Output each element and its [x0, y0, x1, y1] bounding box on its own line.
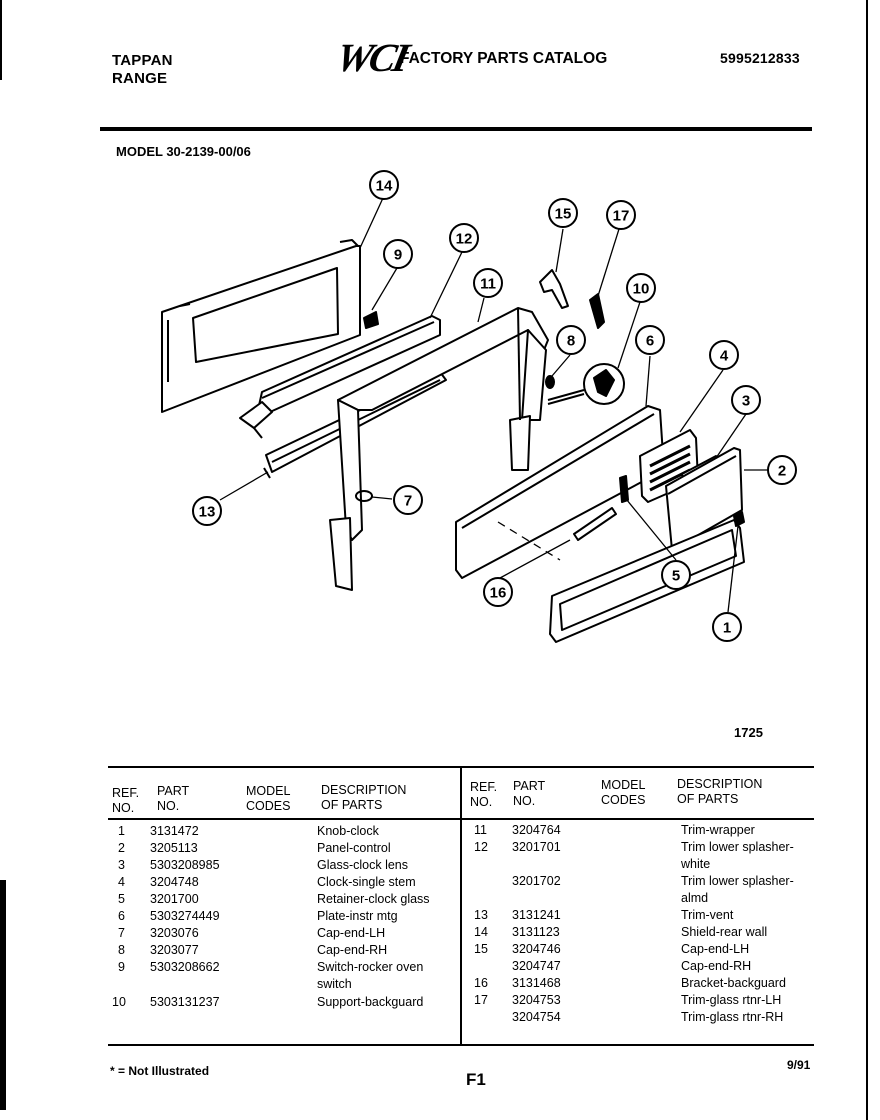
desc-cell: white	[681, 857, 711, 871]
header-desc-label-2r: OF PARTS	[677, 792, 739, 806]
part-cell: 5303208985	[150, 858, 220, 872]
header-codes-label-2r: CODES	[601, 793, 646, 807]
part-cell: 3131123	[512, 925, 560, 939]
desc-cell: Cap-end-LH	[681, 942, 750, 956]
header-desc-right	[677, 777, 762, 807]
ref-cell: 2	[118, 841, 125, 855]
desc-cell: Retainer-clock glass	[317, 892, 430, 906]
ref-cell: 13	[474, 908, 488, 922]
part-cell: 3203076	[150, 926, 199, 940]
part-rocker-switch	[364, 312, 378, 328]
header-part-label-1r: PART	[513, 779, 546, 793]
callout-label-7: 7	[403, 492, 413, 510]
table-row	[0, 857, 860, 874]
part-retainer-clock-glass	[620, 476, 628, 502]
callout-label-13: 13	[198, 503, 216, 521]
header-codes-label-2: CODES	[246, 799, 291, 813]
callout-label-10: 10	[632, 280, 650, 298]
header-codes-label-1: MODEL	[246, 784, 291, 798]
part-cell: 3201700	[150, 892, 199, 906]
desc-cell: Trim-glass rtnr-LH	[681, 993, 782, 1007]
header-part-right	[513, 779, 545, 809]
desc-cell: Cap-end-RH	[681, 959, 752, 973]
figure-number: 1725	[734, 725, 763, 740]
part-cell: 3204754	[512, 1010, 561, 1024]
header-part-left	[157, 784, 189, 814]
desc-cell: Panel-control	[317, 841, 391, 855]
model-number: MODEL 30-2139-00/06	[116, 144, 251, 159]
catalog-number: 5995212833	[720, 50, 800, 66]
wci-logo: WCI	[332, 35, 411, 80]
callout-label-6: 6	[645, 332, 655, 350]
ref-cell: 3	[118, 858, 125, 872]
ref-cell: 16	[474, 976, 488, 990]
part-cell: 3205113	[150, 841, 198, 855]
desc-cell: Cap-end-LH	[317, 926, 386, 940]
table-row	[0, 891, 860, 908]
callout-label-4: 4	[719, 347, 729, 365]
part-cell: 3204764	[512, 823, 561, 837]
part-cell: 3201701	[512, 840, 561, 854]
ref-cell: 1	[118, 824, 125, 838]
callout-label-12: 12	[455, 230, 473, 248]
desc-cell: switch	[317, 977, 352, 991]
desc-cell: Bracket-backguard	[681, 976, 786, 990]
callout-label-16: 16	[489, 584, 507, 602]
callout-label-5: 5	[671, 567, 681, 585]
brand-line-1: TAPPAN	[112, 52, 173, 69]
callout-label-9: 9	[393, 246, 403, 264]
part-cell: 3204747	[512, 959, 561, 973]
header-ref-label-1: REF.	[112, 786, 140, 800]
brand-line-2: RANGE	[112, 70, 168, 87]
header-ref-right	[470, 780, 497, 810]
part-cell: 3201702	[512, 874, 561, 888]
ref-cell: 14	[474, 925, 488, 939]
header-ref-label-2: NO.	[112, 801, 135, 815]
desc-cell: Shield-rear wall	[681, 925, 768, 939]
callout-label-11: 11	[480, 275, 496, 293]
part-cell: 5303131237	[150, 995, 220, 1009]
part-cell: 5303274449	[150, 909, 220, 923]
table-row	[0, 993, 860, 1010]
page-code: F1	[466, 1070, 486, 1089]
header-codes-right	[601, 778, 645, 808]
desc-cell: Glass-clock lens	[317, 858, 408, 872]
header-desc-label-1: DESCRIPTION	[321, 783, 407, 797]
header-part-label-1: PART	[157, 784, 190, 798]
part-cell: 3131472	[150, 824, 199, 838]
part-cell: 3204753	[512, 993, 561, 1007]
header-ref-label-2r: NO.	[470, 795, 493, 809]
table-row	[0, 908, 860, 925]
table-bottom-rule	[108, 1044, 814, 1046]
desc-cell: Switch-rocker oven	[317, 960, 424, 974]
header-codes-label-1r: MODEL	[601, 778, 646, 792]
desc-cell: Clock-single stem	[317, 875, 416, 889]
catalog-title: FACTORY PARTS CATALOG	[400, 50, 608, 67]
desc-cell: Knob-clock	[317, 824, 379, 838]
table-row	[0, 840, 860, 857]
ref-cell: 17	[474, 993, 488, 1007]
table-row	[0, 942, 860, 959]
table-row	[0, 823, 860, 840]
callout-label-15: 15	[554, 205, 572, 223]
part-plate-instr-mtg	[456, 406, 664, 578]
part-cell: 3131468	[512, 976, 561, 990]
callout-label-17: 17	[612, 207, 630, 225]
desc-cell: almd	[681, 891, 709, 905]
header-desc-left	[321, 783, 406, 813]
part-cell: 3203077	[150, 943, 199, 957]
desc-cell: Support-backguard	[317, 995, 424, 1009]
header-desc-label-2: OF PARTS	[321, 798, 383, 812]
ref-cell: 5	[118, 892, 125, 906]
part-cell: 3131241	[512, 908, 561, 922]
table-row	[0, 959, 860, 976]
ref-cell: 10	[112, 995, 126, 1009]
table-row	[0, 874, 860, 891]
ref-cell: 9	[118, 960, 125, 974]
header-part-label-2r: NO.	[513, 794, 536, 808]
part-cap-end-rh-8	[546, 376, 554, 388]
callout-label-1: 1	[722, 619, 732, 637]
callout-label-2: 2	[777, 462, 787, 480]
part-shield-rear-wall	[162, 240, 360, 412]
desc-cell: Trim lower splasher-	[681, 874, 794, 888]
part-support-backguard	[548, 364, 624, 404]
ref-cell: 4	[118, 875, 125, 889]
ref-cell: 8	[118, 943, 125, 957]
ref-cell: 11	[474, 823, 487, 837]
part-cell: 5303208662	[150, 960, 220, 974]
table-row	[0, 925, 860, 942]
header-desc-label-1r: DESCRIPTION	[677, 777, 763, 791]
desc-cell: Trim lower splasher-	[681, 840, 794, 854]
table-row	[0, 976, 860, 993]
callout-label-8: 8	[566, 332, 576, 350]
desc-cell: Cap-end-RH	[317, 943, 388, 957]
ref-cell: 12	[474, 840, 488, 854]
table-row	[0, 1010, 860, 1027]
ref-cell: 7	[118, 926, 125, 940]
part-cell: 3204748	[150, 875, 199, 889]
header-ref-left	[112, 786, 139, 816]
part-cell: 3204746	[512, 942, 561, 956]
desc-cell: Trim-glass rtnr-RH	[681, 1010, 784, 1024]
part-trim-glass-17	[590, 294, 604, 328]
part-cap-end-lh-15	[540, 270, 568, 308]
desc-cell: Plate-instr mtg	[317, 909, 398, 923]
not-illustrated-note: * = Not Illustrated	[110, 1064, 210, 1078]
revision-date: 9/91	[787, 1058, 811, 1072]
ref-cell: 15	[474, 942, 488, 956]
desc-cell: Trim-vent	[681, 908, 734, 922]
desc-cell: Trim-wrapper	[681, 823, 755, 837]
callout-label-14: 14	[375, 177, 393, 195]
ref-cell: 6	[118, 909, 125, 923]
header-codes-left	[246, 784, 290, 814]
callout-label-3: 3	[741, 392, 751, 410]
header-part-label-2: NO.	[157, 799, 180, 813]
header-ref-label-1r: REF.	[470, 780, 498, 794]
